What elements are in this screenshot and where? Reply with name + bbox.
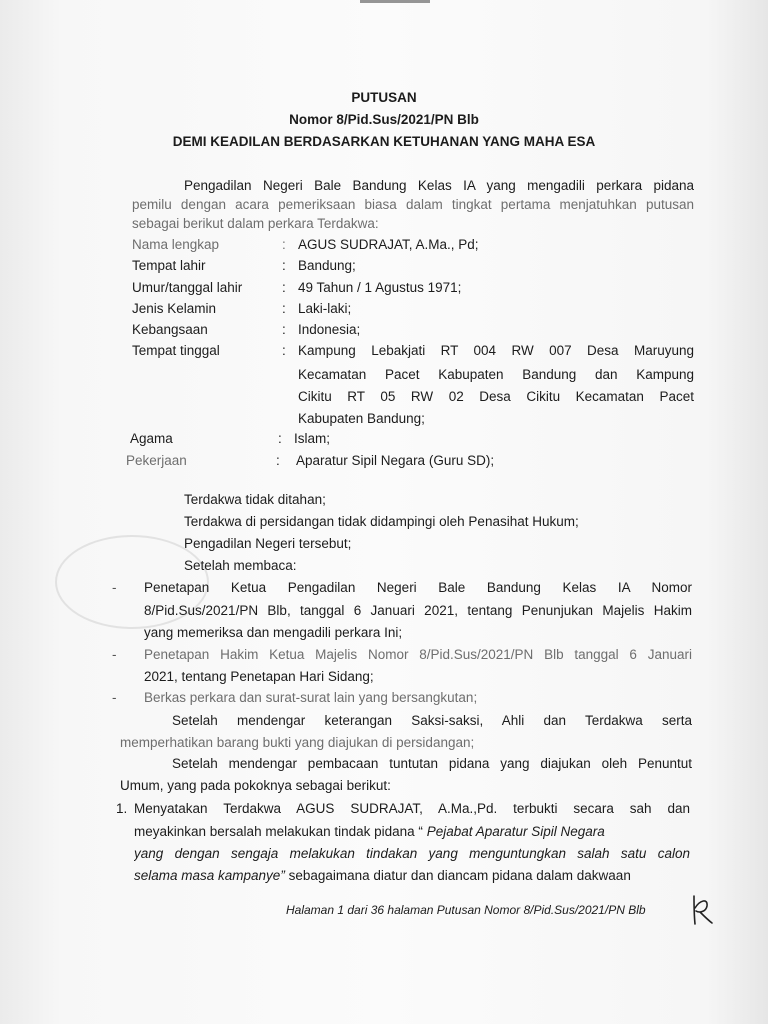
identity-value-religion: Islam; bbox=[294, 431, 331, 446]
court-motto: DEMI KEADILAN BERDASARKAN KETUHANAN YANG MAHA ESA bbox=[172, 134, 596, 149]
identity-colon: : bbox=[282, 237, 286, 252]
intro-line-3: sebagai berikut dalam perkara Terdakwa: bbox=[132, 216, 379, 231]
list-bullet: - bbox=[112, 647, 117, 662]
demand-line-4 bbox=[134, 868, 631, 883]
identity-value-residence-line: Kecamatan Pacet Kabupaten Bandung dan Kampung bbox=[298, 367, 694, 382]
identity-value-nationality: Indonesia; bbox=[298, 322, 361, 337]
identity-value-sex: Laki-laki; bbox=[298, 301, 352, 316]
paraf-signature-mark bbox=[688, 892, 714, 926]
identity-colon: : bbox=[282, 258, 286, 273]
identity-label-birthplace: Tempat lahir bbox=[132, 258, 206, 273]
identity-label-name: Nama lengkap bbox=[132, 237, 220, 252]
identity-colon: : bbox=[278, 431, 282, 446]
identity-value-residence-line: Kabupaten Bandung; bbox=[298, 411, 425, 426]
demand-line-2 bbox=[134, 824, 690, 839]
statement-line: Terdakwa di persidangan tidak didampingi oleh Penasihat Hukum; bbox=[184, 514, 579, 529]
read-item-line: Penetapan Hakim Ketua Majelis Nomor 8/Pid.Sus/2021/PN Blb tanggal 6 Januari bbox=[144, 647, 692, 662]
hearing-line-2: memperhatikan barang bukti yang diajukan di persidangan; bbox=[120, 735, 475, 750]
identity-value-birthplace: Bandung; bbox=[298, 258, 356, 273]
demand-line-2-text: meyakinkan bersalah melakukan tindak pidana “ bbox=[134, 824, 423, 839]
demand-number: 1. bbox=[116, 801, 128, 816]
offense-name-part-3: selama masa kampanye” bbox=[134, 868, 285, 883]
identity-value-residence-line: Kampung Lebakjati RT 004 RW 007 Desa Maruyung bbox=[298, 343, 694, 358]
demand-line-1: Menyatakan Terdakwa AGUS SUDRAJAT, A.Ma.,Pd. terbukti secara sah dan bbox=[134, 801, 690, 816]
identity-label-age: Umur/tanggal lahir bbox=[132, 280, 243, 295]
offense-name-part-2: yang dengan sengaja melakukan tindakan yang menguntungkan salah satu calon bbox=[134, 846, 690, 861]
statement-line: Pengadilan Negeri tersebut; bbox=[184, 536, 352, 551]
identity-value-occupation: Aparatur Sipil Negara (Guru SD); bbox=[296, 453, 495, 468]
identity-label-sex: Jenis Kelamin bbox=[132, 301, 217, 316]
scan-edge-mark bbox=[360, 0, 430, 3]
read-item-line: Penetapan Ketua Pengadilan Negeri Bale Bandung Kelas IA Nomor bbox=[144, 580, 692, 595]
page-footer: Halaman 1 dari 36 halaman Putusan Nomor 8/Pid.Sus/2021/PN Blb bbox=[286, 903, 646, 917]
statement-line: Setelah membaca: bbox=[184, 558, 297, 573]
intro-line-1: Pengadilan Negeri Bale Bandung Kelas IA yang mengadili perkara pidana bbox=[184, 178, 694, 193]
statement-line: Terdakwa tidak ditahan; bbox=[184, 492, 326, 507]
identity-label-residence: Tempat tinggal bbox=[132, 343, 220, 358]
hearing-line-1: Setelah mendengar keterangan Saksi-saksi, Ahli dan Terdakwa serta bbox=[172, 713, 692, 728]
identity-colon: : bbox=[282, 301, 286, 316]
identity-colon: : bbox=[276, 453, 280, 468]
identity-value-residence-line: Cikitu RT 05 RW 02 Desa Cikitu Kecamatan Pacet bbox=[298, 389, 694, 404]
identity-colon: : bbox=[282, 322, 286, 337]
offense-name-part-1: Pejabat Aparatur Sipil Negara bbox=[426, 824, 605, 839]
list-bullet: - bbox=[112, 580, 117, 595]
list-bullet: - bbox=[112, 690, 117, 705]
prosecution-line-1: Setelah mendengar pembacaan tuntutan pidana yang diajukan oleh Penuntut bbox=[172, 756, 692, 771]
document-title: PUTUSAN bbox=[351, 90, 417, 105]
identity-value-name: AGUS SUDRAJAT, A.Ma., Pd; bbox=[298, 237, 479, 252]
prosecution-line-2: Umum, yang pada pokoknya sebagai berikut: bbox=[120, 778, 391, 793]
intro-line-2: pemilu dengan acara pemeriksaan biasa dalam tingkat pertama menjatuhkan putusan bbox=[132, 197, 694, 212]
read-item-line: 2021, tentang Penetapan Hari Sidang; bbox=[144, 669, 374, 684]
identity-label-religion: Agama bbox=[130, 431, 173, 446]
identity-colon: : bbox=[282, 343, 286, 358]
identity-colon: : bbox=[282, 280, 286, 295]
case-number: Nomor 8/Pid.Sus/2021/PN Blb bbox=[289, 112, 479, 127]
read-item-line: yang memeriksa dan mengadili perkara Ini; bbox=[144, 625, 403, 640]
read-item-line: 8/Pid.Sus/2021/PN Blb, tanggal 6 Januari 2021, tentang Penunjukan Majelis Hakim bbox=[144, 603, 692, 618]
identity-value-age: 49 Tahun / 1 Agustus 1971; bbox=[298, 280, 462, 295]
read-item-line: Berkas perkara dan surat-surat lain yang bersangkutan; bbox=[144, 690, 478, 705]
demand-line-4-text: sebagaimana diatur dan diancam pidana dalam dakwaan bbox=[288, 868, 631, 883]
identity-label-occupation: Pekerjaan bbox=[126, 453, 187, 468]
identity-label-nationality: Kebangsaan bbox=[132, 322, 208, 337]
